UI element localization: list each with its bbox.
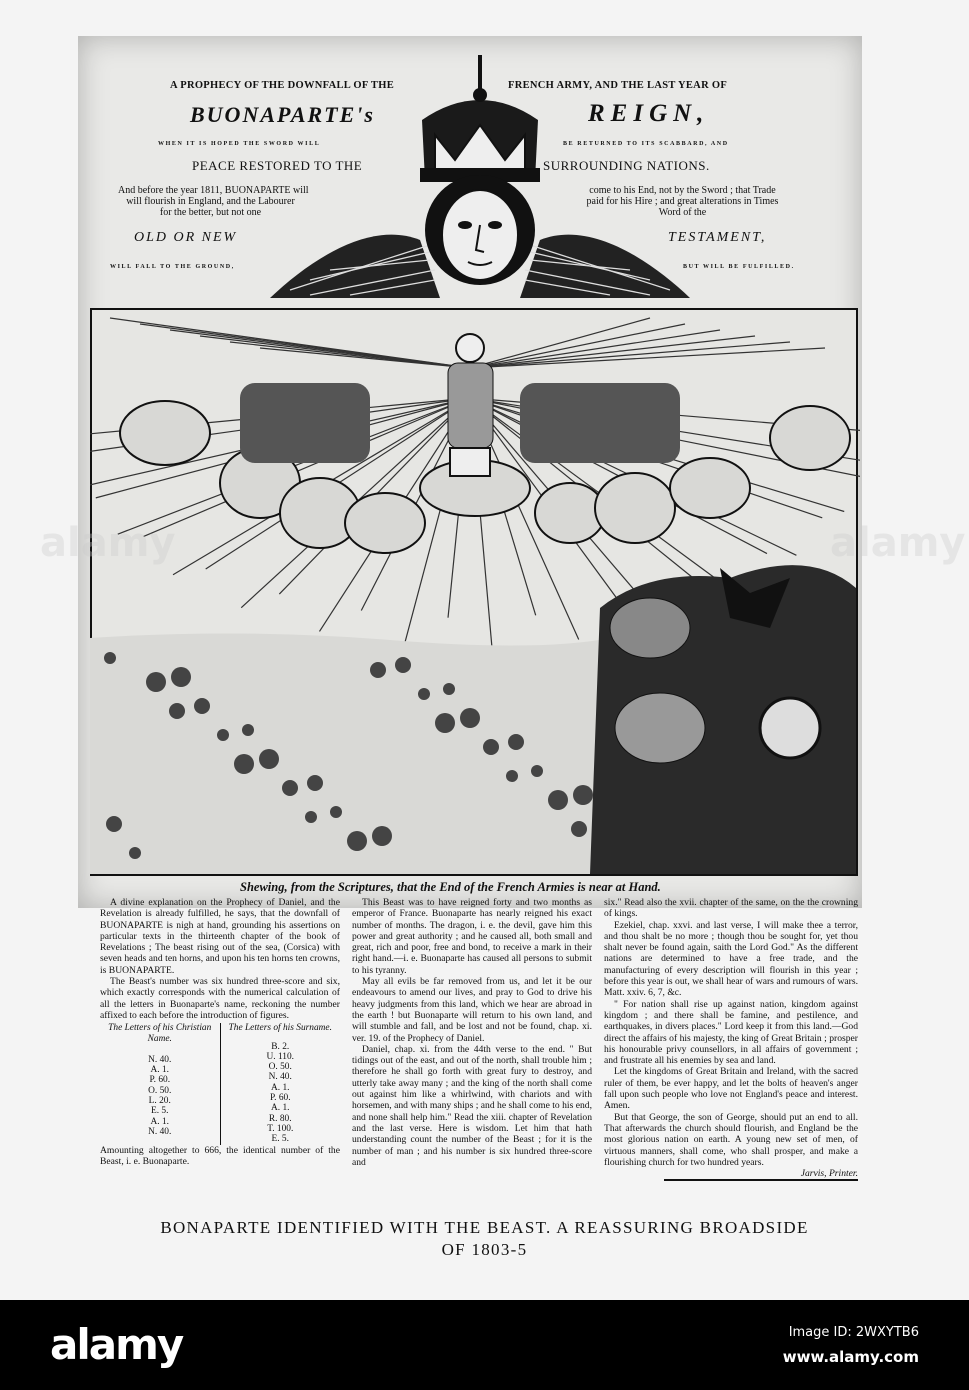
soul-figure [307,775,323,791]
header-line3-right: BE RETURNED TO ITS SCABBARD, AND [563,141,729,147]
paragraph: Let the kingdoms of Great Britain and Ireland, with the sacred ruler of them, be ever happy, and let the bolts of heaven's anger fall upon such people who love not England's peace and interest. Amen. [604,1066,858,1112]
table-header: The Letters of his Christian Name. [108,1023,212,1044]
soul-figure [395,657,411,673]
crowned-winged-head-illustration [250,40,710,308]
paragraph: A divine explanation on the Prophecy of Daniel, and the Revelation is already fulfilled, he says, that the downfall of BUONAPARTE is nigh at hand, grounding his assertions on particular texts in the thirteenth chapter of the book of Revelations ; The beast rising out of the sea, (Corsica) with seven heads and ten horns, and upon his ten horns ten crowns, is BUONAPARTE. [100,897,340,976]
soul-figure [435,713,455,733]
paragraph: May all evils be far removed from us, and let it be our endeavours to amend our lives, and pray to God to drive his heavy judgments from this land, which we hear are abroad in the earth ! but Buonaparte will return to his own land, and will stumble and fall, and be lost and not be found, chap. xi. ver. 19. of the Prophecy of Daniel. [352,976,592,1044]
header-line6-left: OLD OR NEW [134,230,238,245]
soul-figure [217,729,229,741]
subtitle: Shewing, from the Scriptures, that the End of the French Armies is near at Hand. [240,880,661,894]
text-line: Word of the [658,207,707,218]
table-cell: N. 40. [148,1126,172,1137]
table-cell: A. 1. [150,1065,169,1076]
soul-figure [573,785,593,805]
soul-figure [129,847,141,859]
sea-of-souls [90,633,610,874]
hell-fire-and-beast [590,565,856,874]
paragraph: But that George, the son of George, should put an end to all. That afterwards the church should flourish, and England be the most glorious nation on earth. A young new set of men, of virtuous manners, shall come, who shall prosper, and make a flourishing church for two hundred years. [604,1111,858,1168]
header-line7-right: BUT WILL BE FULFILLED. [683,264,795,270]
paragraph: Daniel, chap. xi. from the 44th verse to the end. " But tidings out of the east, and out of the north, shall trouble him ; therefore he shall go forth with great fury to destroy, and utterly take away many ; and the king of the north shall come out against him like a whirlwind, with chariots and with horsemen, and with many ships ; and he shall come to his end, and none shall help him." Read the xiii. chapter of Revelation and the last verse. Here is wisdom. Let him that hath understanding count the number of the Beast ; for it is the number of man ; and his number is six hundred three-score and [352,1043,592,1168]
soul-figure [169,703,185,719]
header-line4-left: PEACE RESTORED TO THE [192,158,363,173]
paragraph: The Beast's number was six hundred three-score and six, which exactly corresponds with the numerical calculation of all the letters in Buonaparte's name, reckoning the number affixed to each before the introduction of figures. [100,976,340,1021]
soul-figure [372,826,392,846]
soul-figure [347,831,367,851]
soul-figure [370,662,386,678]
soul-figure [171,667,191,687]
table-cell: A. 1. [150,1116,169,1127]
text-line: And before the year 1811, BUONAPARTE will [118,185,309,196]
soul-figure [506,770,518,782]
text-column-2 [352,897,592,1168]
text-line: come to his End, not by the Sword ; that Trade [589,185,776,196]
caption-line-2: OF 1803-5 [441,1240,528,1259]
left-wing [270,235,440,298]
right-wing [520,235,690,298]
watermark-text: alamy [830,520,966,566]
header-line7-left: WILL FALL TO THE GROUND, [110,264,235,270]
table-cell: T. 100. [267,1123,294,1134]
paragraph: This Beast was to have reigned forty and two months as emperor of France. Buonaparte has nearly reigned his exact number of months. The dragon, i. e. the devil, gave him this power and great authority ; and he caused all, both small and great, rich and poor, free and bond, to receive a mark in their right hand.—i. e. Buonaparte has caused all persons to submit to his tyranny. [352,897,592,976]
alamy-logo: alamy [50,1320,183,1369]
header-title-left: BUONAPARTE's [190,102,375,127]
table-header: The Letters of his Surname. [228,1023,332,1034]
soul-figure [460,708,480,728]
site-url: www.alamy.com [782,1348,919,1366]
table-cell: O. 50. [268,1062,292,1073]
soul-figure [443,683,455,695]
woodcut-illustration [90,308,860,878]
text-column-3 [604,897,858,1181]
stock-watermark-bar [0,1300,969,1390]
fire-wheel [760,698,820,758]
table-cell: B. 2. [271,1041,290,1052]
paragraph: Ezekiel, chap. xxvi. and last verse, I will make thee a terror, and thou shalt be no more ; though thou be sought for, yet thou shalt never be found again, saith the Lord God." As the different nations are determined to have a free trade, and the manufacturing of every description will flourish in this year ; before this year is out, we shall hear of wars and rumours of wars. Matt. xxiv. 6, 7, &c. [604,919,858,999]
soul-figure [282,780,298,796]
soul-figure [418,688,430,700]
surname-column [221,1023,341,1144]
header-line1-right: FRENCH ARMY, AND THE LAST YEAR OF [508,80,728,91]
watermark-text: alamy [40,520,176,566]
soul-figure [330,806,342,818]
paragraph: Amounting altogether to 666, the identical number of the Beast, i. e. Buonaparte. [100,1144,340,1167]
table-cell: O. 50. [148,1085,172,1096]
christian-name-column [100,1023,221,1144]
soul-figure [146,672,166,692]
text-line: will flourish in England, and the Labourer [126,196,295,207]
face [425,175,535,285]
soul-figure [104,652,116,664]
soul-figure [305,811,317,823]
table-cell: A. 1. [271,1082,290,1093]
header-title-right: REIGN, [588,100,710,127]
paragraph: six." Read also the xvii. chapter of the same, on the the crowning of kings. [604,897,858,920]
paragraph: " For nation shall rise up against nation, kingdom against kingdom ; and there shall be famine, and pestilence, and earthquakes, in divers places." Lord keep it from this land.—God direct the affairs of his majesty, the king of Great Britain ; prosper his honourable privy counsellors, in all affairs of government ; and frustrate all his enemies by sea and land. [604,998,858,1067]
open-book [450,448,490,476]
table-cell: P. 60. [269,1093,291,1104]
table-cell: R. 80. [268,1113,292,1124]
soul-figure [508,734,524,750]
letter-number-table [100,1023,340,1144]
soul-figure [259,749,279,769]
soul-figure [242,724,254,736]
table-cell: U. 110. [266,1051,294,1062]
header-line6-right: TESTAMENT, [668,230,767,245]
soul-figure [234,754,254,774]
image-id: Image ID: 2WXYTB6 [788,1325,919,1340]
crown [420,55,540,182]
soul-figure [106,816,122,832]
table-cell: N. 40. [148,1054,172,1065]
table-cell: P. 60. [149,1075,171,1086]
header-line3-left: WHEN IT IS HOPED THE SWORD WILL [158,141,321,147]
text-column-1 [100,897,340,1167]
soul-figure [194,698,210,714]
table-cell: A. 1. [271,1103,290,1114]
header-line4-right: SURROUNDING NATIONS. [543,158,710,173]
printer-imprint: Jarvis, Printer. [664,1168,858,1181]
soul-figure [548,790,568,810]
soul-figure [571,821,587,837]
soul-figure [483,739,499,755]
table-cell: N. 40. [268,1072,292,1083]
header-line1-left: A PROPHECY OF THE DOWNFALL OF THE [170,80,395,91]
caption-line-1: BONAPARTE IDENTIFIED WITH THE BEAST. A REASSURING BROADSIDE [160,1218,809,1237]
soul-figure [531,765,543,777]
table-cell: E. 5. [151,1106,169,1117]
text-line: paid for his Hire ; and great alterations in Times [586,196,779,207]
text-line: for the better, but not one [159,207,262,218]
table-cell: E. 5. [271,1134,289,1145]
table-cell: L. 20. [148,1096,171,1107]
